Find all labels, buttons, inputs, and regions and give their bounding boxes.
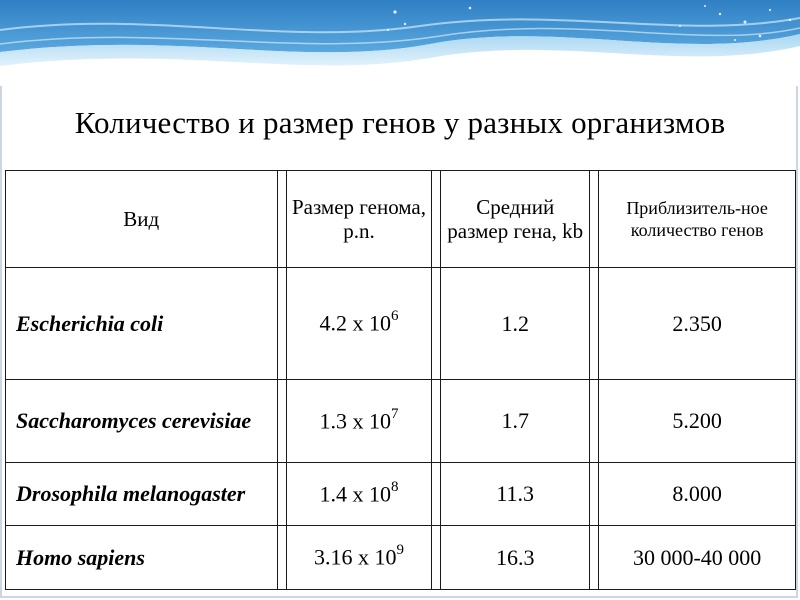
gene-count: 8.000 (599, 463, 796, 526)
column-separator (590, 380, 599, 463)
table-row (6, 380, 796, 463)
genome-size-mantissa: 1.3 x 10 (319, 408, 391, 434)
header-gene-size: Средний размер гена, kb (441, 171, 590, 268)
genes-table (5, 170, 796, 590)
table-row (6, 463, 796, 526)
header-species: Вид (6, 171, 278, 268)
gene-size: 1.2 (441, 268, 590, 380)
genome-size (286, 526, 431, 590)
genome-size-exponent: 7 (390, 405, 399, 422)
header-genome-size: Размер генома, p.n. (286, 171, 431, 268)
genome-size-exponent: 9 (396, 542, 404, 559)
gene-count: 5.200 (599, 380, 796, 463)
genome-size-mantissa: 1.4 x 10 (319, 481, 391, 507)
gene-size: 16.3 (441, 526, 590, 590)
column-separator (432, 268, 441, 380)
column-separator (277, 268, 286, 380)
column-separator (590, 171, 599, 268)
column-separator (432, 526, 441, 590)
column-separator (277, 171, 286, 268)
species-name: Escherichia coli (6, 268, 278, 380)
genome-size-exponent: 8 (390, 478, 399, 495)
genome-size-mantissa: 4.2 x 10 (319, 310, 391, 336)
gene-size: 11.3 (441, 463, 590, 526)
genome-size-mantissa: 3.16 x 10 (313, 544, 397, 570)
genome-size (286, 380, 431, 463)
wave-banner (0, 0, 800, 86)
table-row (6, 268, 796, 380)
table-row (6, 526, 796, 590)
header-gene-count: Приблизитель-ное количество генов (599, 171, 796, 268)
column-separator (590, 526, 599, 590)
genome-size (286, 463, 431, 526)
column-separator (432, 171, 441, 268)
gene-count: 30 000-40 000 (599, 526, 796, 590)
gene-count: 2.350 (599, 268, 796, 380)
column-separator (590, 268, 599, 380)
column-separator (590, 463, 599, 526)
species-name: Homo sapiens (6, 526, 278, 590)
species-name: Drosophila melanogaster (6, 463, 278, 526)
column-separator (432, 380, 441, 463)
table-header-row (6, 171, 796, 268)
column-separator (277, 463, 286, 526)
gene-size: 1.7 (441, 380, 590, 463)
column-separator (432, 463, 441, 526)
genome-size (286, 268, 431, 380)
page-title: Количество и размер генов у разных организмов (74, 105, 726, 140)
column-separator (277, 380, 286, 463)
species-name: Saccharomyces cerevisiae (6, 380, 278, 463)
genome-size-exponent: 6 (390, 308, 399, 325)
column-separator (277, 526, 286, 590)
